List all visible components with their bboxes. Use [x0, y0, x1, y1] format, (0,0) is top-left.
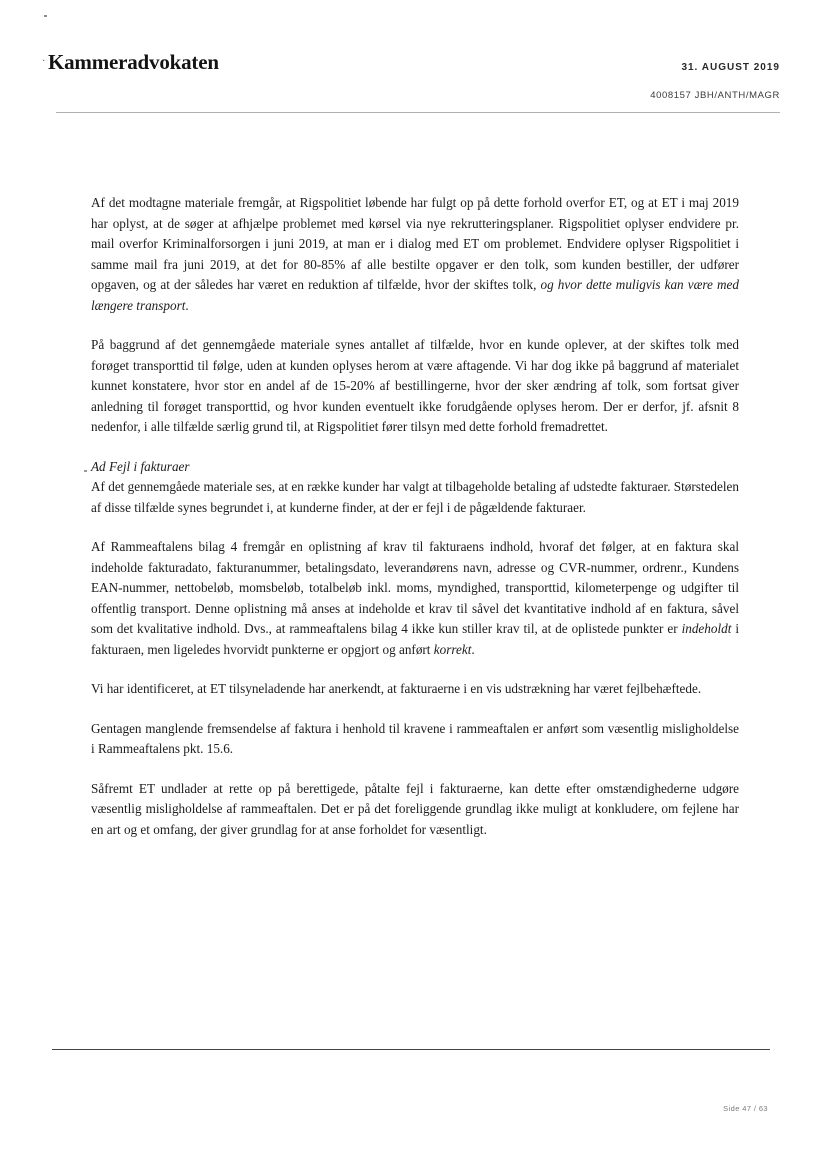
document-reference: 4008157 JBH/ANTH/MAGR	[650, 90, 780, 101]
document-date: 31. AUGUST 2019	[681, 62, 780, 73]
header-divider	[56, 112, 780, 113]
paragraph-4-emphasis-1: indeholdt	[681, 621, 732, 636]
section-heading: Ad Fejl i fakturaer	[91, 458, 190, 474]
paragraph-7: Såfremt ET undlader at rette op på berettigede, påtalte fejl i fakturaerne, kan dette efter omstændighederne udgøre væsentlig misligholdelse af rammeaftalen. Det er på det foreliggende grundlag ikke muligt at konkludere, om fejlene har en art og et omfang, der giver grundlag for at anse forholdet for væsentligt.	[91, 780, 739, 837]
paragraph-1-emphasis: og hvor dette muligvis kan være med længere transport	[91, 277, 739, 313]
logo-text: Kammeradvokaten	[48, 50, 219, 74]
page-number: Side 47 / 63	[723, 1104, 768, 1113]
letterhead	[42, 50, 780, 110]
paragraph-2: På baggrund af det gennemgåede materiale synes antallet af tilfælde, hvor en kunde oplever, at der skiftes tolk med forøget transporttid til følge, uden at kunden oplyses herom at være aftagende. Vi har dog ikke på baggrund af materialet kunnet konstatere, hvor stor en andel af de 15-20% af bestillingerne, hvor der sker ændring af tolk, som fortsat giver anledning til forøget transporttid, og hvor kunden eventuelt ikke forudgående oplyses herom. Der er derfor, jf. afsnit 8 nedenfor, i alle tilfælde særlig grund til, at Rigspolitiet fører tilsyn med dette forhold fremadrettet.	[91, 337, 739, 434]
logo-mark-icon: ·	[42, 56, 46, 67]
paragraph-4-emphasis-2: korrekt	[433, 641, 472, 657]
document-body	[91, 193, 739, 859]
paragraph-6: Gentagen manglende fremsendelse af faktura i henhold til kravene i rammeaftalen er anført som væsentlig misligholdelse i Rammeaftalens pkt. 15.6.	[91, 720, 739, 756]
scan-artifact	[44, 15, 47, 17]
scan-artifact-margin	[84, 470, 87, 472]
paragraph-3: Af det gennemgåede materiale ses, at en række kunder har valgt at tilbageholde betaling af udstedte fakturaer. Størstedelen af disse tilfælde synes begrundet i, at kunderne finder, at der er fejl i de pågældende fakturaer.	[91, 479, 739, 515]
paragraph-1: Af det modtagne materiale fremgår, at Rigspolitiet løbende har fulgt op på dette forhold overfor ET, og at ET i maj 2019 har oplyst, at de søger at afhjælpe problemet med kørsel via nye rekrutteringsplaner. Rigspolitiet oplyser endvidere pr. mail overfor Kriminalforsorgen i juni 2019, at man er i dialog med ET om problemet. Endvidere oplyser Rigspolitiet i samme mail fra juni 2019, at det for 80-85% af alle bestilte opgaver er den tolk, som kunden bestiller, der udfører opgaven, og at der således har været en reduktion af tilfælde, hvor der skiftes tolk, og hvor dette muligvis kan være med længere transport.	[91, 195, 739, 313]
footer-divider	[52, 1049, 770, 1050]
paragraph-5: Vi har identificeret, at ET tilsyneladende har anerkendt, at fakturaerne i en vis udstrækning har været fejlbehæftede.	[91, 681, 702, 696]
paragraph-4: Af Rammeaftalens bilag 4 fremgår en oplistning af krav til fakturaens indhold, hvoraf det følger, at en faktura skal indeholde fakturadato, fakturanummer, betalingsdato, leverandørens navn, adresse og CVR-nummer, ordrenr., Kundens EAN-nummer, nettobeløb, momsbeløb, totalbeløb inkl. moms, myndighed, transporttid, kilometerpenge og udgifter til offentlig transport. Denne oplistning må anses at indeholde et krav til såvel det kvantitative indhold af en faktura, såvel som det kvalitative indhold. Dvs., at rammeaftalens bilag 4 ikke kun stiller krav til, at de oplistede punkter er indeholdt i fakturaen, men ligeledes hvorvidt punkterne er opgjort og anført korrekt.	[91, 539, 739, 657]
